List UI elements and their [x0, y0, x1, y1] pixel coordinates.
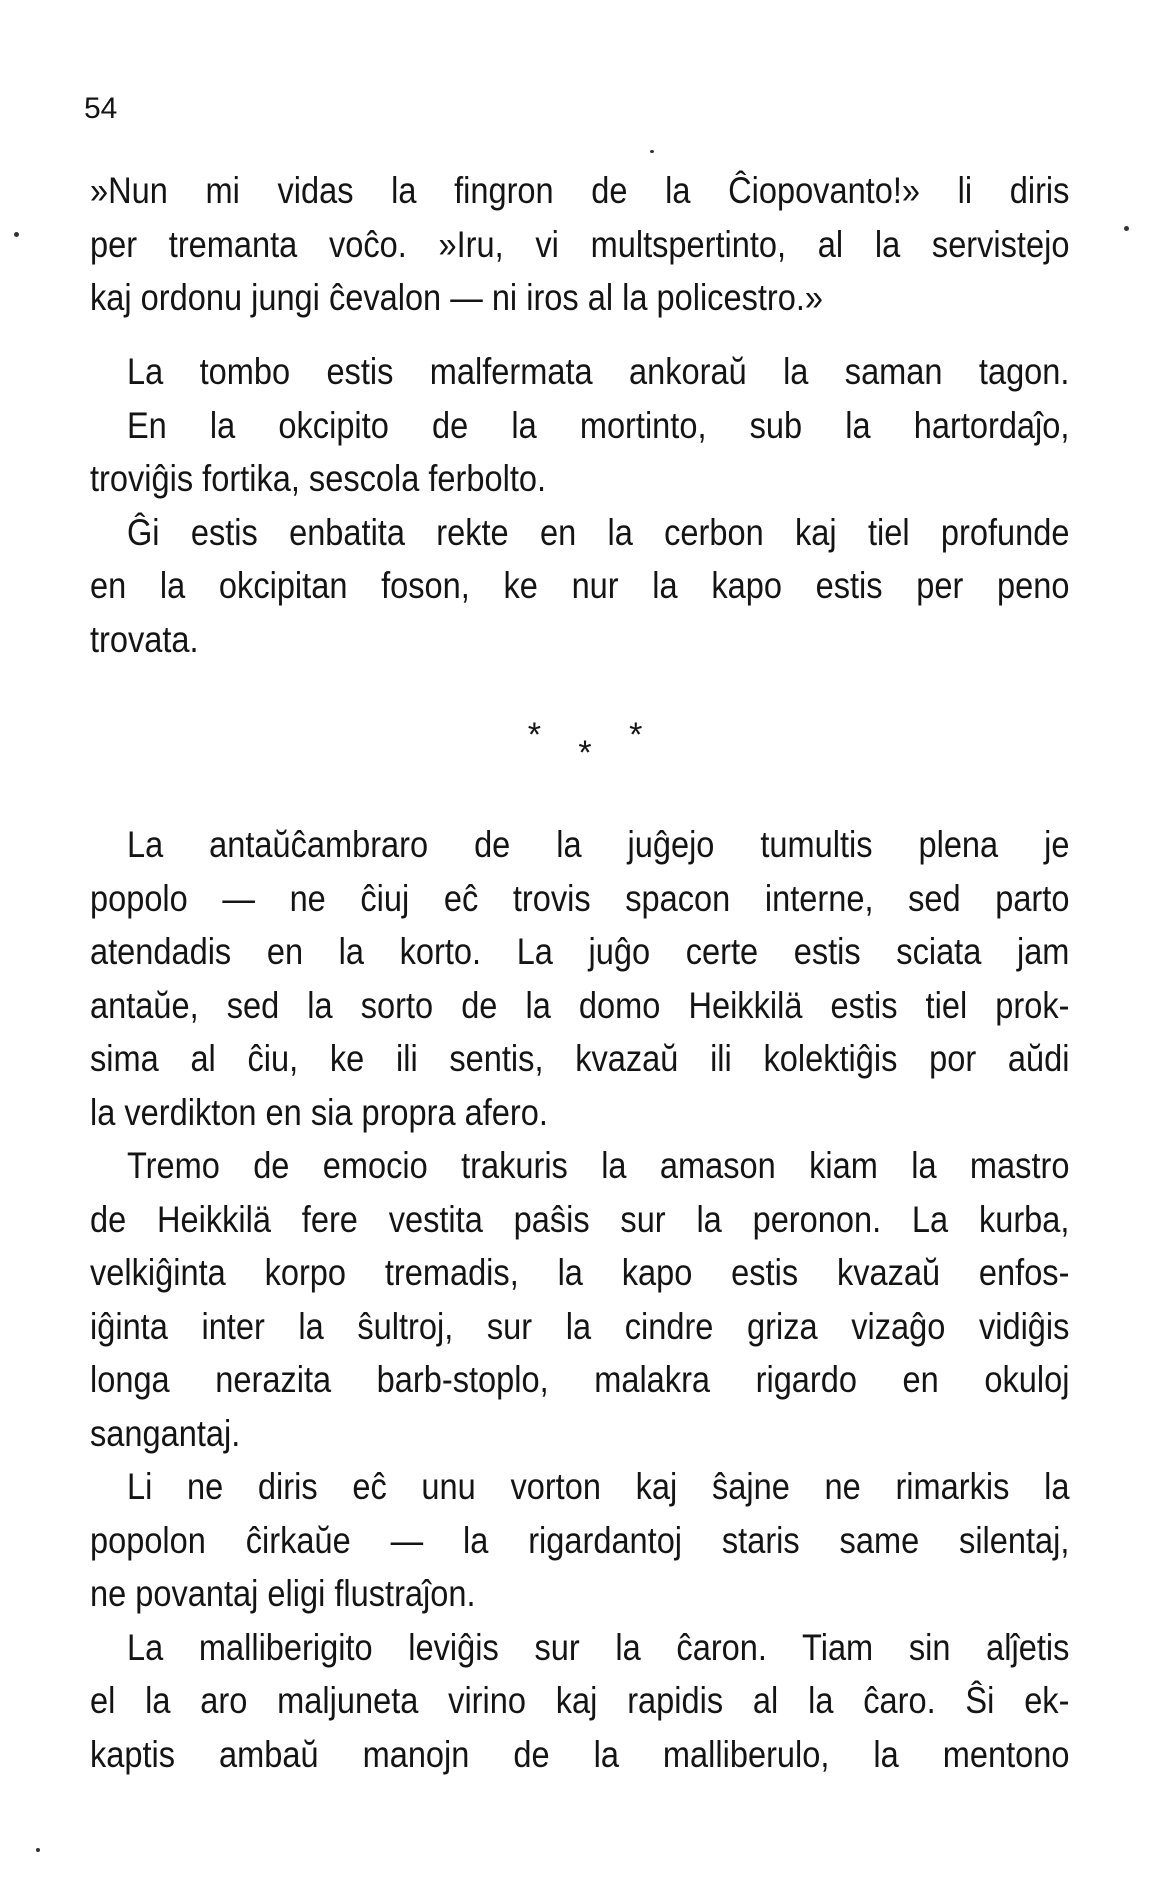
text-line: troviĝis fortika, sescola ferbolto.	[90, 458, 547, 499]
section-separator	[0, 716, 1170, 772]
text-line: Ĝi estis enbatita rekte en la cerbon kaj tiel profunde	[126, 511, 1070, 553]
paragraph-courthouse	[90, 818, 1070, 1781]
text-line: per tremanta voĉo. »Iru, vi multspertinto, al la servistejo	[90, 223, 1070, 265]
text-line: de Heikkilä fere vestita paŝis sur la peronon. La kurba,	[90, 1198, 1070, 1240]
paragraph-tomb	[90, 345, 1070, 666]
text-line: popolon ĉirkaŭe — la rigardantoj staris same silentaj,	[90, 1519, 1070, 1561]
text-line: en la okcipitan foson, ke nur la kapo estis per peno	[90, 565, 1070, 606]
scan-speck	[650, 150, 654, 153]
text-line: antaŭe, sed la sorto de la domo Heikkilä estis tiel prok-	[90, 984, 1070, 1026]
text-line: Tremo de emocio trakuris la amason kiam la mastro	[126, 1145, 1070, 1186]
separator-star: *	[629, 716, 643, 754]
text-line: La malliberigito leviĝis sur la ĉaron. Tiam sin alĵetis	[126, 1626, 1070, 1668]
paragraph-dialogue	[90, 164, 1070, 325]
text-line: el la aro maljuneta virino kaj rapidis al la ĉaro. Ŝi ek-	[90, 1680, 1070, 1721]
text-line: la verdikton en sia propra afero.	[90, 1091, 548, 1133]
text-line: La antaŭĉambraro de la juĝejo tumultis plena je	[126, 824, 1070, 865]
text-line: Li ne diris eĉ unu vorton kaj ŝajne ne rimarkis la	[126, 1466, 1070, 1507]
text-line: sima al ĉiu, ke ili sentis, kvazaŭ ili kolektiĝis por aŭdi	[90, 1038, 1070, 1079]
text-line: »Nun mi vidas la fingron de la Ĉiopovanto!» li diris	[90, 170, 1070, 211]
separator-star: *	[578, 734, 592, 772]
text-line: iĝinta inter la ŝultroj, sur la cindre griza vizaĝo vidiĝis	[90, 1305, 1070, 1347]
text-line: ne povantaj eligi flustraĵon.	[90, 1573, 476, 1614]
text-line: sangantaj.	[90, 1412, 241, 1454]
text-line: popolo — ne ĉiuj eĉ trovis spacon interne, sed parto	[90, 877, 1070, 919]
text-line: atendadis en la korto. La juĝo certe estis sciata jam	[90, 931, 1070, 972]
text-line: En la okcipito de la mortinto, sub la hartordaĵo,	[126, 404, 1070, 446]
page-number: 54	[84, 92, 118, 125]
scan-speck	[1124, 226, 1129, 231]
text-line: velkiĝinta korpo tremadis, la kapo estis kvazaŭ enfos-	[90, 1252, 1070, 1293]
separator-star: *	[527, 716, 541, 754]
text-line: longa nerazita barb-stoplo, malakra rigardo en okuloj	[90, 1359, 1070, 1400]
text-line: La tombo estis malfermata ankoraŭ la saman tagon.	[126, 351, 1070, 392]
text-line: kaj ordonu jungi ĉevalon — ni iros al la policestro.»	[90, 277, 823, 318]
scan-speck	[14, 232, 19, 237]
text-line: trovata.	[90, 618, 199, 660]
text-line: kaptis ambaŭ manojn de la malliberulo, la mentono	[90, 1733, 1070, 1775]
scan-speck	[36, 1848, 40, 1852]
